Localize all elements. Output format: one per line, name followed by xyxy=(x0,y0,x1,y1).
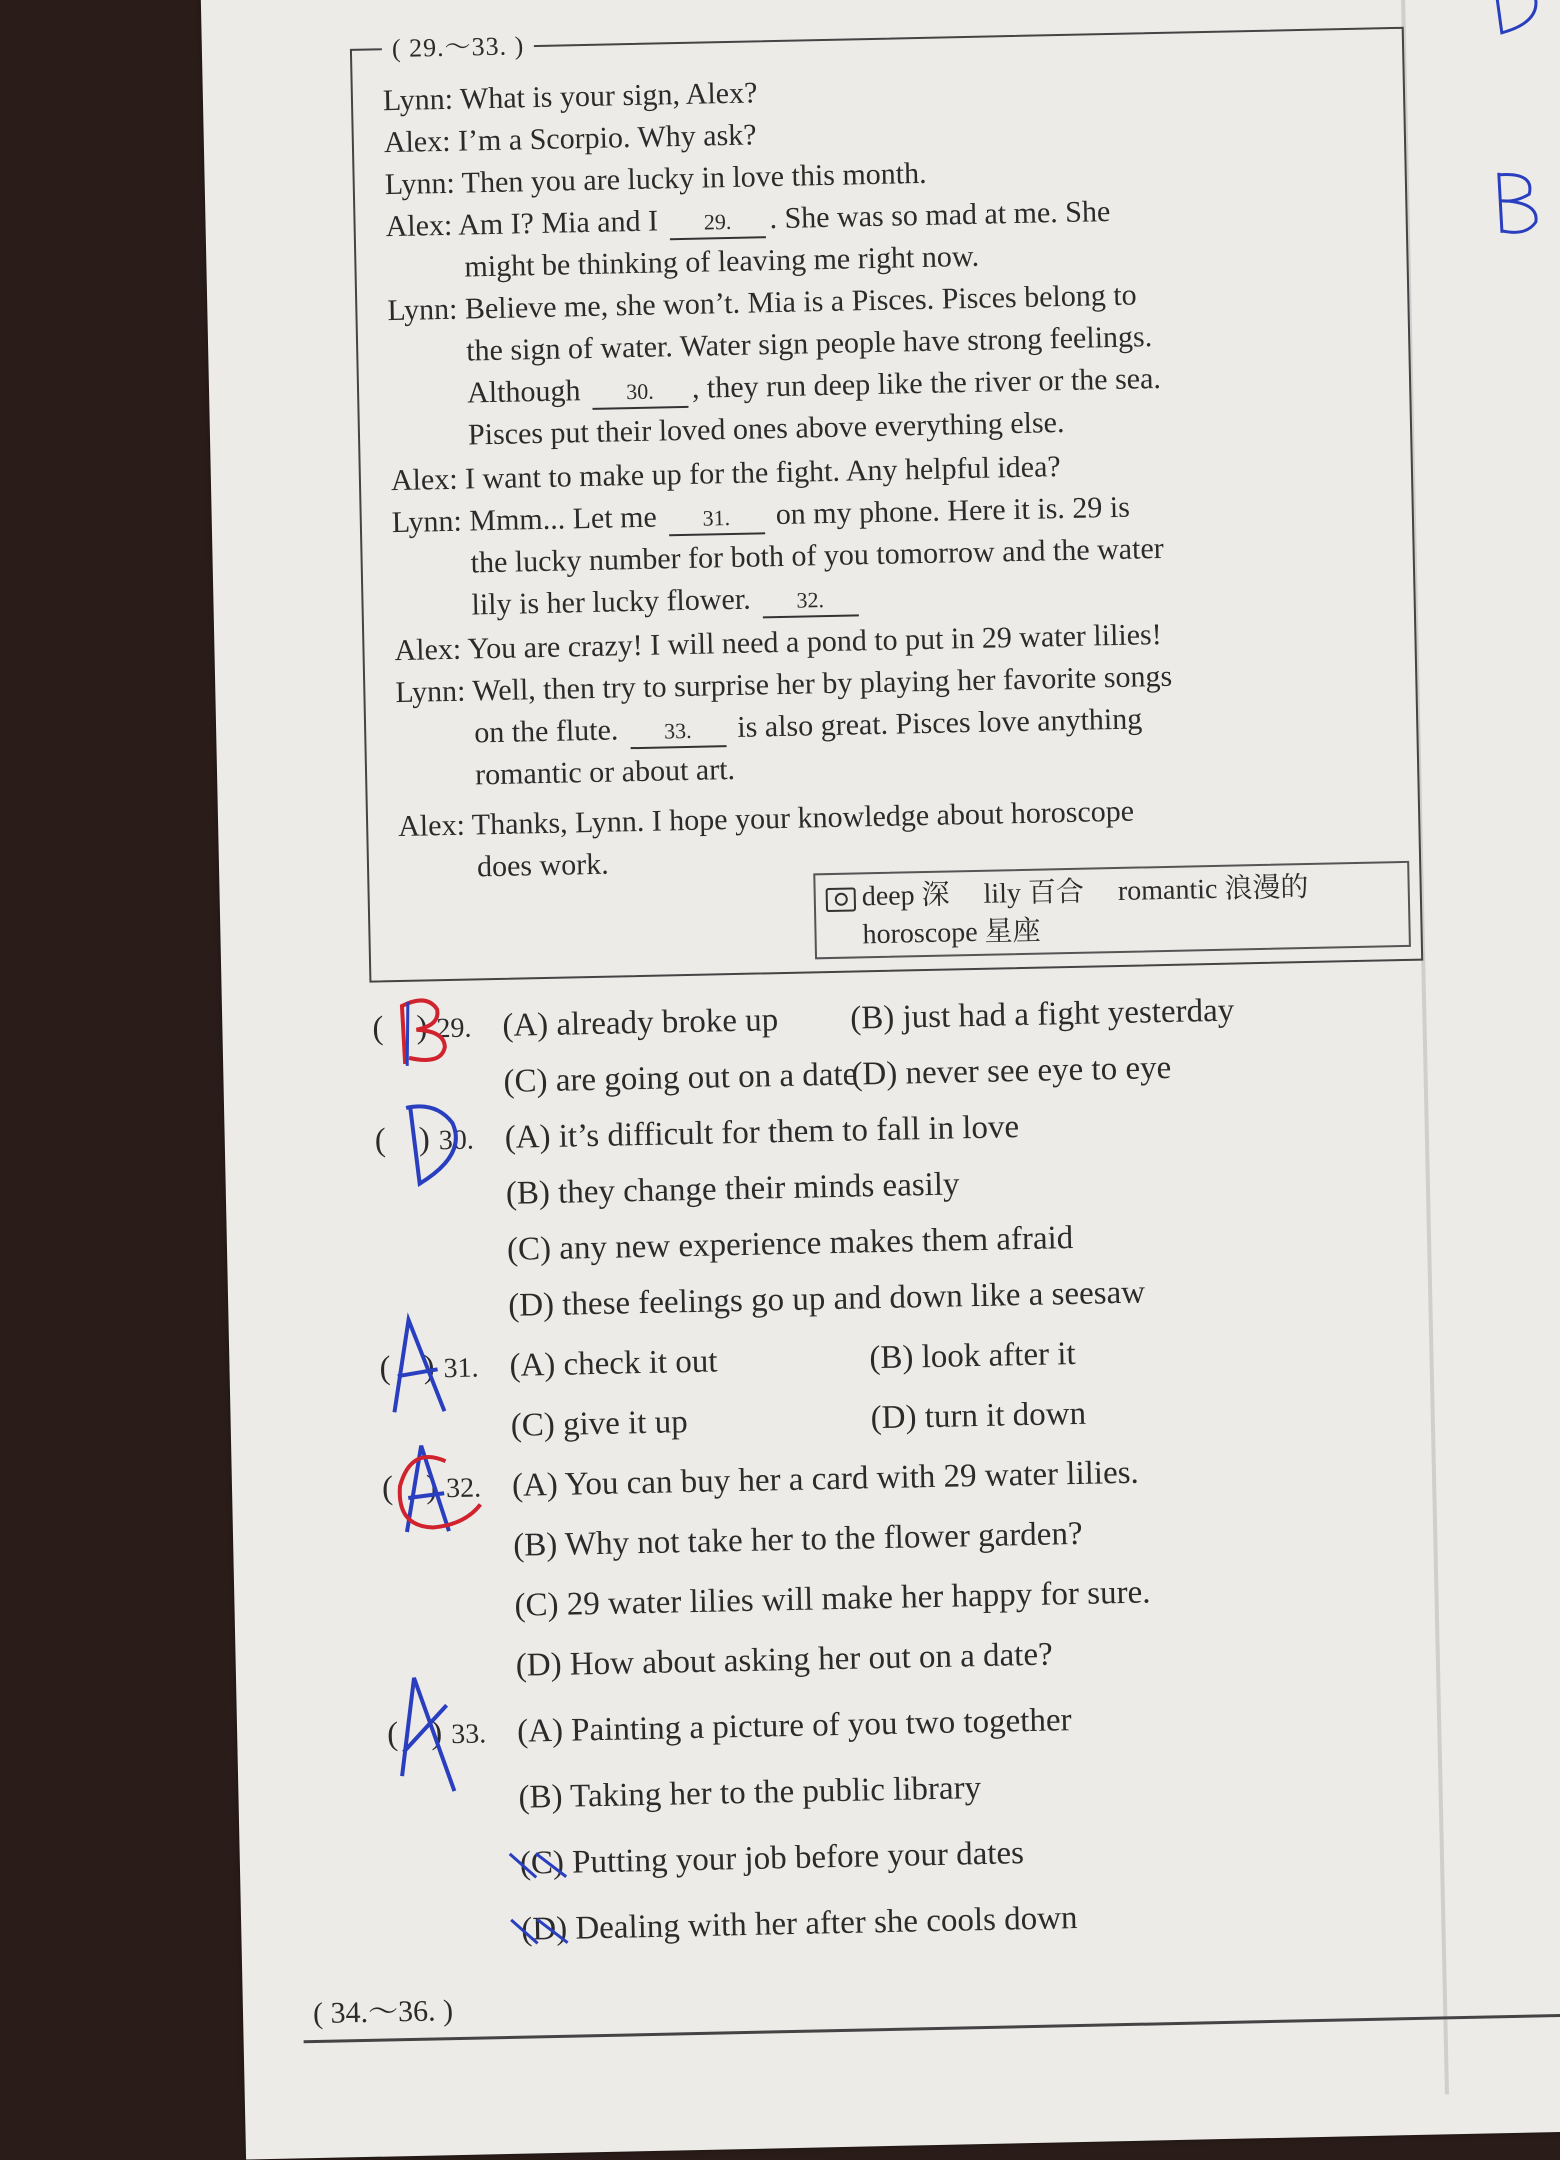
answer-parens[interactable]: ( ) xyxy=(372,1009,428,1047)
option[interactable]: (B) look after it xyxy=(869,1335,1076,1377)
dialog-line: the lucky number for both of you tomorrow and the water xyxy=(470,531,1165,580)
next-section-label: ( 34.～36. ) xyxy=(312,1994,454,2031)
speaker: Lynn: xyxy=(384,166,456,202)
dictionary-icon xyxy=(826,887,856,912)
dialog-line: I’m a Scorpio. Why ask? xyxy=(457,118,757,158)
dialog-turn xyxy=(387,269,1390,458)
speaker: Alex: xyxy=(383,124,451,160)
dialog-line: the sign of water. Water sign people have strong feelings. xyxy=(465,320,1153,368)
handwritten-strike-d xyxy=(507,1913,578,1950)
answer-parens[interactable]: ( ) xyxy=(386,1715,443,1753)
speaker: Alex: xyxy=(397,808,466,844)
speaker: Alex: xyxy=(385,208,453,244)
dialog-line: on the flute. xyxy=(473,713,619,750)
speaker: Lynn: xyxy=(391,504,463,540)
question-number: 30. xyxy=(438,1124,475,1157)
handwritten-answer-33 xyxy=(386,1665,469,1797)
handwritten-answer-29 xyxy=(382,985,474,1077)
gloss-item: horoscope 星座 xyxy=(862,915,1041,951)
option[interactable]: (C) Putting your job before your dates xyxy=(519,1835,1025,1882)
speaker: Lynn: xyxy=(387,292,458,328)
handwritten-answer-30 xyxy=(392,1095,474,1197)
question-number: 32. xyxy=(445,1472,482,1505)
blank-31: 31. xyxy=(668,502,765,536)
answer-parens[interactable]: ( ) xyxy=(381,1469,438,1507)
dialog-line: Thanks, Lynn. I hope your knowledge about horoscope xyxy=(471,794,1135,842)
option[interactable]: (C) any new experience makes them afraid xyxy=(506,1219,1074,1268)
question-number: 33. xyxy=(450,1718,487,1751)
handwritten-strike-c xyxy=(506,1847,577,1884)
dialog-line: Am I? Mia and I xyxy=(457,204,659,242)
vocabulary-gloss-box xyxy=(813,861,1411,959)
option[interactable]: (B) just had a fight yesterday xyxy=(849,992,1235,1037)
dialog-line: You are crazy! I will need a pond to put in 29 water lilies! xyxy=(467,618,1162,666)
blank-32: 32. xyxy=(762,584,859,618)
dialog-line: does work. xyxy=(476,847,610,884)
dialog-line: Although xyxy=(466,374,581,410)
margin-letter-d-icon xyxy=(1481,0,1552,43)
dialog-turn xyxy=(395,651,1397,798)
margin-letter-b-icon xyxy=(1485,162,1557,243)
speaker: Lynn: xyxy=(382,82,454,118)
option[interactable]: (D) never see eye to eye xyxy=(851,1049,1172,1093)
dialog-line: lily is her lucky flower. xyxy=(471,582,751,622)
option[interactable]: (A) Painting a picture of you two together xyxy=(516,1702,1072,1750)
dialog-line: Mmm... Let me xyxy=(468,500,658,538)
section-range-label: ( 29.～33. ) xyxy=(381,25,534,65)
answer-parens[interactable]: ( ) xyxy=(379,1349,435,1387)
dialog-turn xyxy=(391,481,1393,628)
option[interactable]: (C) give it up xyxy=(510,1404,689,1444)
dialog-line: I want to make up for the fight. Any helpful idea? xyxy=(464,450,1061,496)
option[interactable]: (C) are going out on a date xyxy=(503,1056,858,1100)
dialog-line: is also great. Pisces love anything xyxy=(736,702,1143,744)
option[interactable]: (A) You can buy her a card with 29 water lilies. xyxy=(511,1454,1140,1504)
handwritten-answer-31 xyxy=(378,1311,460,1423)
blank-33: 33. xyxy=(630,715,727,749)
handwritten-answer-32 xyxy=(381,1434,493,1546)
option[interactable]: (C) 29 water lilies will make her happy for sure. xyxy=(514,1574,1151,1624)
blank-30: 30. xyxy=(592,376,689,410)
question-number: 31. xyxy=(443,1352,479,1385)
gloss-item: lily 百合 xyxy=(983,876,1085,910)
option[interactable]: (B) Why not take her to the flower garden? xyxy=(512,1515,1083,1564)
question-number: 29. xyxy=(436,1012,472,1045)
dialog-line: on my phone. Here it is. 29 is xyxy=(775,490,1131,532)
option[interactable]: (D) turn it down xyxy=(870,1395,1087,1437)
option[interactable]: (B) they change their minds easily xyxy=(505,1166,960,1212)
answer-parens[interactable]: ( ) xyxy=(374,1121,431,1159)
dialog-line: What is your sign, Alex? xyxy=(459,76,758,116)
option[interactable]: (D) How about asking her out on a date? xyxy=(515,1636,1054,1684)
option[interactable]: (A) check it out xyxy=(509,1343,718,1384)
gloss-item: romantic 浪漫的 xyxy=(1117,871,1309,907)
speaker: Lynn: xyxy=(395,674,466,710)
option[interactable]: (A) already broke up xyxy=(502,1002,779,1044)
speaker: Alex: xyxy=(394,632,462,668)
dialog-line: Pisces put their loved ones above everything else. xyxy=(467,406,1065,452)
option[interactable]: (B) Taking her to the public library xyxy=(518,1770,982,1816)
paper-content xyxy=(200,0,1560,2160)
dialog-line: might be thinking of leaving me right now. xyxy=(464,239,980,284)
option[interactable]: (A) it’s difficult for them to fall in love xyxy=(504,1109,1020,1156)
dialog-line: Believe me, she won’t. Mia is a Pisces. Pisces belong to xyxy=(464,278,1137,326)
dialog-line: romantic or about art. xyxy=(474,752,736,792)
dialog-line: Well, then try to surprise her by playing her favorite songs xyxy=(472,659,1173,708)
option[interactable]: (D) these feelings go up and down like a seesaw xyxy=(507,1274,1146,1324)
dialog-line: , they run deep like the river or the sea. xyxy=(691,361,1162,405)
gloss-item: deep 深 xyxy=(861,879,950,913)
option[interactable]: (D) Dealing with her after she cools down xyxy=(520,1900,1078,1948)
blank-29: 29. xyxy=(669,206,766,240)
dialog-box xyxy=(350,27,1423,983)
dialog-line: Then you are lucky in love this month. xyxy=(461,156,927,200)
speaker: Alex: xyxy=(390,462,458,498)
next-section-rule xyxy=(304,2012,1560,2043)
exam-paper xyxy=(200,0,1560,2160)
dialog-line: . She was so mad at me. She xyxy=(769,194,1111,236)
